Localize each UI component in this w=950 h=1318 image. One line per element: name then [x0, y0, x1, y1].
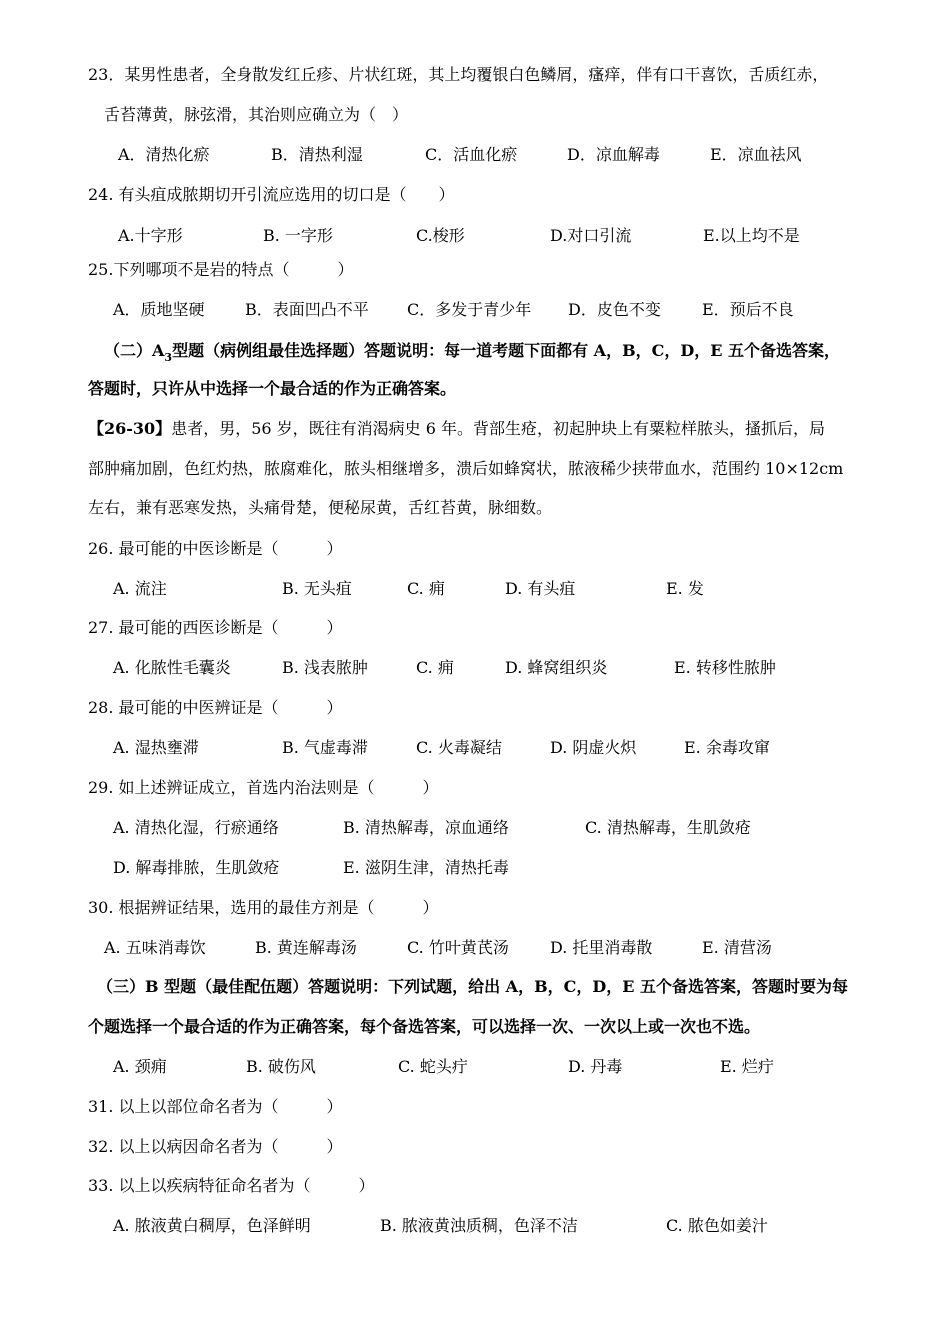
q30-option-d: D. 托里消毒散 — [550, 938, 653, 957]
section-2-heading-prefix: （二）A — [104, 341, 165, 360]
q25-option-e: E．预后不良 — [702, 300, 794, 319]
question-32-stem: 32. 以上以病因命名者为（ ） — [88, 1137, 343, 1156]
q24-option-d: D.对口引流 — [550, 226, 632, 245]
q27-option-e: E. 转移性脓肿 — [674, 658, 776, 677]
question-27-stem: 27. 最可能的西医诊断是（ ） — [88, 618, 343, 637]
q24-option-e: E.以上均不是 — [703, 226, 800, 245]
q23-option-c: C．活血化瘀 — [425, 145, 518, 164]
question-24-stem: 24. 有头疽成脓期切开引流应选用的切口是（ ） — [88, 185, 455, 204]
case-text-line1: 患者，男，56 岁，既往有消渴病史 6 年。背部生疮，初起肿块上有粟粒样脓头，搔抓后，局 — [171, 419, 825, 438]
case-bracket-label: 【26-30】 — [88, 419, 172, 438]
section-2-heading-line2: 答题时，只许从中选择一个最合适的作为正确答案。 — [88, 379, 457, 398]
section-3-option-a: A. 颈痈 — [113, 1057, 167, 1076]
q33-option-c: C. 脓色如姜汁 — [666, 1216, 768, 1235]
q25-option-c: C．多发于青少年 — [407, 300, 532, 319]
case-26-30-line2: 部肿痛加剧，色红灼热，脓腐难化，脓头相继增多，溃后如蜂窝状，脓液稀少挟带血水，范围约 10×12cm — [88, 459, 844, 478]
q23-option-e: E．凉血祛风 — [710, 145, 802, 164]
question-26-stem: 26. 最可能的中医诊断是（ ） — [88, 539, 343, 558]
q25-option-a: A．质地坚硬 — [113, 300, 205, 319]
q29-option-e: E. 滋阴生津，清热托毒 — [343, 858, 509, 877]
q30-option-b: B. 黄连解毒汤 — [255, 938, 357, 957]
question-23-stem-line1: 23．某男性患者，全身散发红丘疹、片状红斑，其上均覆银白色鳞屑，瘙痒，伴有口干喜饮，舌质红赤， — [88, 65, 829, 84]
q25-option-d: D．皮色不变 — [568, 300, 661, 319]
question-25-stem: 25.下列哪项不是岩的特点（ ） — [88, 260, 354, 279]
section-3-option-e: E. 烂疔 — [720, 1057, 774, 1076]
q30-option-a: A. 五味消毒饮 — [104, 938, 206, 957]
question-33-stem: 33. 以上以疾病特征命名者为（ ） — [88, 1176, 375, 1195]
section-3-option-d: D. 丹毒 — [568, 1057, 623, 1076]
q29-option-b: B. 清热解毒，凉血通络 — [343, 818, 509, 837]
q30-option-e: E. 清营汤 — [702, 938, 772, 957]
q29-option-d: D. 解毒排脓，生肌敛疮 — [113, 858, 280, 877]
q28-option-b: B. 气虚毒滞 — [282, 738, 368, 757]
q33-option-b: B. 脓液黄浊质稠，色泽不洁 — [380, 1216, 578, 1235]
q26-option-e: E. 发 — [666, 579, 704, 598]
section-2-heading-text: 型题（病例组最佳选择题）答题说明：每一道考题下面都有 A，B，C，D，E 五个备选答案， — [172, 341, 840, 360]
q28-option-e: E. 余毒攻窜 — [684, 738, 770, 757]
section-3-heading-line1: （三）B 型题（最佳配伍题）答题说明：下列试题，给出 A，B，C，D，E 五个备选答案，答题时要为每 — [97, 977, 848, 996]
q28-option-c: C. 火毒凝结 — [416, 738, 502, 757]
question-30-stem: 30. 根据辨证结果，选用的最佳方剂是（ ） — [88, 898, 439, 917]
case-26-30-line1 — [88, 418, 825, 440]
q28-option-a: A. 湿热壅滞 — [113, 738, 199, 757]
q28-option-d: D. 阴虚火炽 — [550, 738, 637, 757]
q27-option-b: B. 浅表脓肿 — [282, 658, 368, 677]
section-2-heading-subscript: 3 — [164, 351, 173, 364]
q27-option-c: C. 痈 — [416, 658, 454, 677]
section-2-heading-line1 — [104, 340, 840, 369]
q25-option-b: B．表面凹凸不平 — [245, 300, 369, 319]
q29-option-a: A. 清热化湿，行瘀通络 — [113, 818, 279, 837]
q27-option-a: A. 化脓性毛囊炎 — [113, 658, 231, 677]
q26-option-c: C. 痈 — [407, 579, 445, 598]
q23-option-d: D．凉血解毒 — [567, 145, 660, 164]
question-28-stem: 28. 最可能的中医辨证是（ ） — [88, 698, 343, 717]
q24-option-a: A.十字形 — [118, 226, 183, 245]
question-23-stem-line2: 舌苔薄黄，脉弦滑，其治则应确立为（ ） — [104, 105, 409, 124]
q27-option-d: D. 蜂窝组织炎 — [505, 658, 608, 677]
q29-option-c: C. 清热解毒，生肌敛疮 — [585, 818, 751, 837]
q24-option-b: B. 一字形 — [263, 226, 333, 245]
section-3-heading-line2: 个题选择一个最合适的作为正确答案，每个备选答案，可以选择一次、一次以上或一次也不选。 — [88, 1017, 761, 1036]
case-26-30-line3: 左右，兼有恶寒发热，头痛骨楚，便秘尿黄，舌红苔黄，脉细数。 — [88, 498, 553, 517]
q26-option-d: D. 有头疽 — [505, 579, 576, 598]
q24-option-c: C.梭形 — [416, 226, 465, 245]
section-3-option-b: B. 破伤风 — [246, 1057, 316, 1076]
section-3-option-c: C. 蛇头疔 — [398, 1057, 468, 1076]
q26-option-a: A. 流注 — [113, 579, 167, 598]
q23-option-a: A．清热化瘀 — [118, 145, 210, 164]
q33-option-a: A. 脓液黄白稠厚，色泽鲜明 — [113, 1216, 311, 1235]
question-31-stem: 31. 以上以部位命名者为（ ） — [88, 1097, 343, 1116]
question-29-stem: 29. 如上述辨证成立，首选内治法则是（ ） — [88, 778, 439, 797]
q26-option-b: B. 无头疽 — [282, 579, 352, 598]
q30-option-c: C. 竹叶黄芪汤 — [407, 938, 509, 957]
q23-option-b: B．清热利湿 — [271, 145, 363, 164]
